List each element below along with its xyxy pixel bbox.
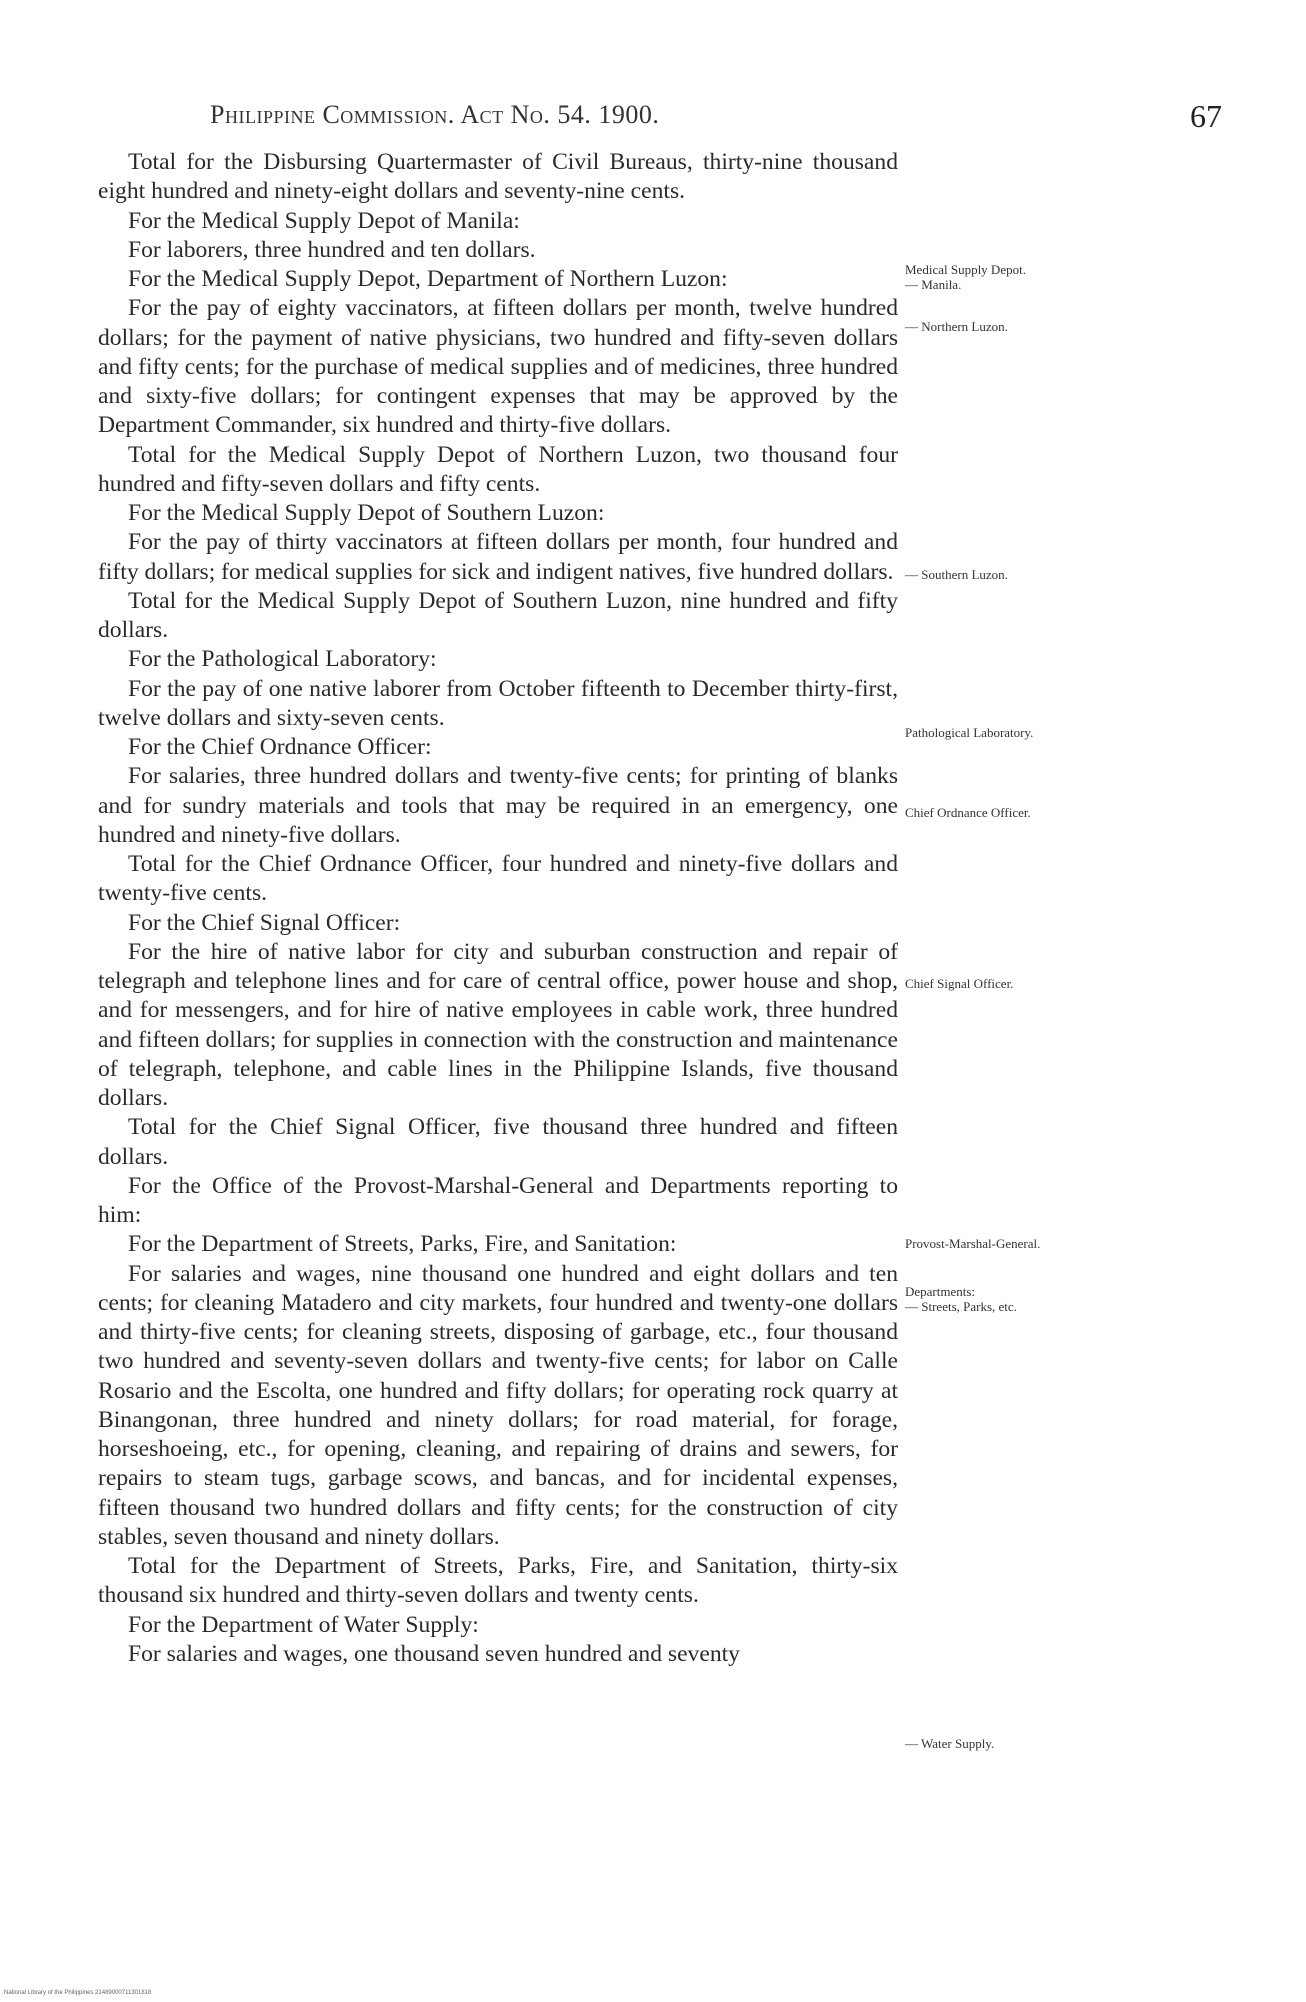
paragraph-southern-luzon-total: Total for the Medical Supply Depot of Southern Luzon, nine hundred and fifty dollars. <box>98 587 898 643</box>
paragraph-pathological-items: For the pay of one native laborer from October fifteenth to December thirty-first, twelve dollars and sixty-seven cents. <box>98 675 898 731</box>
paragraph-southern-luzon-heading: For the Medical Supply Depot of Southern Luzon: <box>128 500 605 526</box>
margin-note-pathological-laboratory: Pathological Laboratory. <box>905 725 1034 740</box>
paragraph-streets-items: For salaries and wages, nine thousand one hundred and eight dollars and ten cents; for cleaning Matadero and city markets, four hundred and twenty-one dollars and thirty-five cents; for cleaning streets, disposing of garbage, etc., four thousand two hundred and seventy-seven dollars and twenty-five cents; for labor on Calle Rosario and the Escolta, one hundred and fifty dollars; for operating rock quarry at Binangonan, three hundred and ninety dollars; for road material, for forage, horseshoeing, etc., for opening, cleaning, and repairing of drains and sewers, for repairs to steam tugs, garbage scows, and bancas, and for incidental expenses, fifteen thousand two hundred dollars and fifty cents; for the construction of city stables, seven thousand and ninety dollars. <box>98 1260 898 1550</box>
margin-note-water-supply: — Water Supply. <box>905 1736 995 1751</box>
margin-note-southern-luzon: — Southern Luzon. <box>905 567 1008 582</box>
margin-note-northern-luzon: — Northern Luzon. <box>905 319 1008 334</box>
paragraph-signal-heading: For the Chief Signal Officer: <box>128 909 401 936</box>
paragraph-water-supply-heading: For the Department of Water Supply: <box>128 1611 479 1638</box>
paragraph-ordnance-heading: For the Chief Ordnance Officer: <box>128 734 432 760</box>
margin-note-departments-streets: Departments: — Streets, Parks, etc. <box>905 1284 1017 1314</box>
paragraph-total-disbursing-quartermaster: Total for the Disbursing Quartermaster of Civil Bureaus, thirty-nine thousand eight hundred and ninety-eight dollars and seventy-nine cents. <box>98 149 898 205</box>
paragraph-ordnance-items: For salaries, three hundred dollars and twenty-five cents; for printing of blanks and for sundry materials and tools that may be required in an emergency, one hundred and ninety-five dollars. <box>98 763 898 848</box>
paragraph-pathological-heading: For the Pathological Laboratory: <box>128 646 437 673</box>
paragraph-laborers: For laborers, three hundred and ten dollars. <box>128 236 536 263</box>
body-text <box>98 148 898 1669</box>
paragraph-signal-total: Total for the Chief Signal Officer, five thousand three hundred and fifteen dollars. <box>98 1114 898 1170</box>
margin-note-provost-marshal-general: Provost-Marshal-General. <box>905 1236 1041 1251</box>
paragraph-water-supply-items: For salaries and wages, one thousand seven hundred and seventy <box>128 1640 740 1667</box>
footer-credit: National Library of the Philippines 21489000711301818 <box>4 1990 152 1996</box>
page-number: 67 <box>1190 98 1222 134</box>
paragraph-medical-supply-manila-heading: For the Medical Supply Depot of Manila: <box>128 207 520 234</box>
margin-note-medical-supply-depot: Medical Supply Depot. — Manila. <box>905 262 1026 292</box>
paragraph-northern-luzon-total: Total for the Medical Supply Depot of Northern Luzon, two thousand four hundred and fifty-seven dollars and fifty cents. <box>98 441 898 497</box>
running-head: Philippine Commission. Act No. 54. 1900. <box>210 100 660 129</box>
paragraph-northern-luzon-heading: For the Medical Supply Depot, Department of Northern Luzon: <box>128 266 728 292</box>
paragraph-southern-luzon-items: For the pay of thirty vaccinators at fifteen dollars per month, four hundred and fifty dollars; for medical supplies for sick and indigent natives, five hundred dollars. <box>98 529 898 585</box>
paragraph-signal-items: For the hire of native labor for city and suburban construction and repair of telegraph and telephone lines and for care of central office, power house and shop, and for messengers, and for hire of native employees in cable work, three hundred and fifteen dollars; for supplies in connection with the construction and maintenance of telegraph, telephone, and cable lines in the Philippine Islands, five thousand dollars. <box>98 938 898 1111</box>
paragraph-ordnance-total: Total for the Chief Ordnance Officer, four hundred and ninety-five dollars and twenty-five cents. <box>98 851 898 907</box>
paragraph-northern-luzon-items: For the pay of eighty vaccinators, at fifteen dollars per month, twelve hundred dollars; for the payment of native physicians, two hundred and fifty-seven dollars and fifty cents; for the purchase of medical supplies and of medicines, three hundred and sixty-five dollars; for contingent expenses that may be approved by the Department Commander, six hundred and thirty-five dollars. <box>98 295 898 439</box>
margin-note-chief-signal-officer: Chief Signal Officer. <box>905 976 1014 991</box>
margin-note-chief-ordnance-officer: Chief Ordnance Officer. <box>905 805 1031 820</box>
paragraph-streets-total: Total for the Department of Streets, Parks, Fire, and Sanitation, thirty-six thousand six hundred and thirty-seven dollars and twenty cents. <box>98 1553 898 1609</box>
paragraph-streets-heading: For the Department of Streets, Parks, Fire, and Sanitation: <box>128 1231 677 1258</box>
paragraph-provost-heading: For the Office of the Provost-Marshal-General and Departments reporting to him: <box>98 1172 898 1228</box>
page-header <box>0 100 1306 140</box>
